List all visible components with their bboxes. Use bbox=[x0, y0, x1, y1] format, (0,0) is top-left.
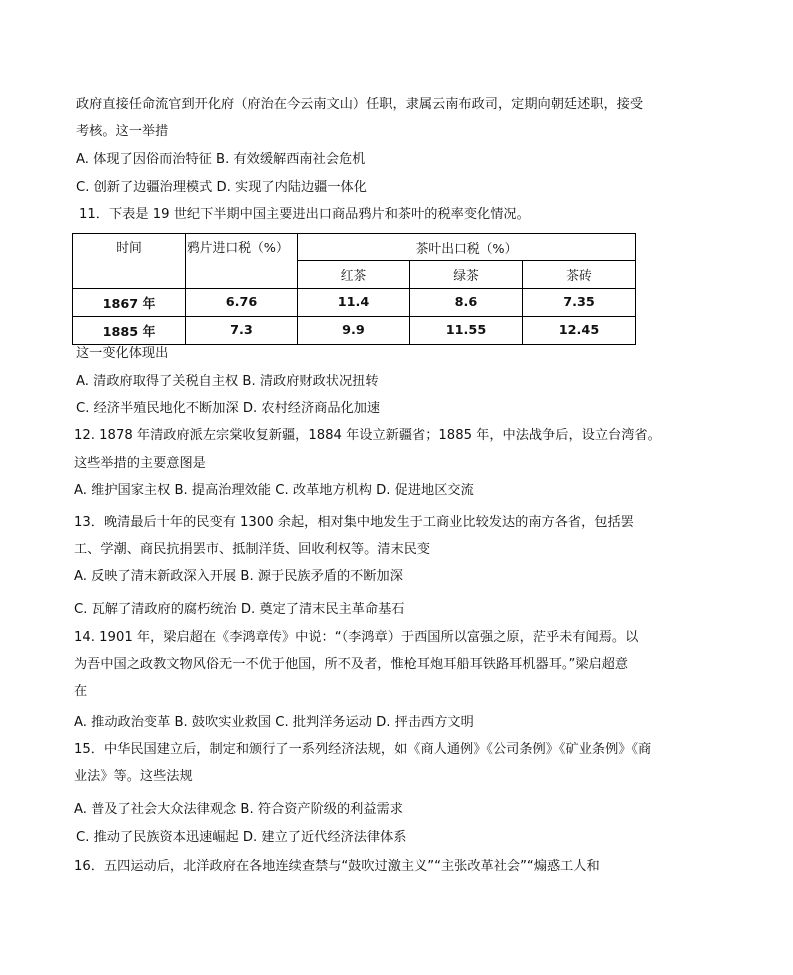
q11-options-cd: C. 经济半殖民地化不断加深 D. 农村经济商品化加速 bbox=[76, 401, 381, 416]
cell-green-tea: 8.6 bbox=[410, 289, 523, 317]
header-opium-tax: 鸦片进口税（%） bbox=[186, 234, 298, 289]
cell-brick-tea: 7.35 bbox=[523, 289, 636, 317]
q10-stem-line1: 政府直接任命流官到开化府（府治在今云南文山）任职，隶属云南布政司，定期向朝廷述职，接受 bbox=[76, 97, 644, 112]
q14-stem-line2: 为吾中国之政教文物风俗无一不优于他国，所不及者，惟枪耳炮耳船耳铁路耳机器耳。”梁启超意 bbox=[74, 657, 629, 672]
q15-options-ab: A. 普及了社会大众法律观念 B. 符合资产阶级的利益需求 bbox=[74, 802, 403, 817]
q11-options-ab: A. 清政府取得了关税自主权 B. 清政府财政状况扭转 bbox=[76, 374, 379, 389]
table-row bbox=[73, 289, 636, 317]
q16-stem-line1: 16．五四运动后，北洋政府在各地连续查禁与“鼓吹过激主义”“主张改革社会”“煽惑工人和 bbox=[74, 859, 600, 874]
q11-stem: 11．下表是 19 世纪下半期中国主要进出口商品鸦片和茶叶的税率变化情况。 bbox=[79, 207, 530, 222]
cell-brick-tea: 12.45 bbox=[523, 317, 636, 345]
q12-stem-line1: 12. 1878 年清政府派左宗棠收复新疆，1884 年设立新疆省；1885 年，中法战争后，设立台湾省。 bbox=[74, 428, 661, 443]
q12-stem-line2: 这些举措的主要意图是 bbox=[74, 456, 206, 471]
q13-options-cd: C. 瓦解了清政府的腐朽统治 D. 奠定了清末民主革命基石 bbox=[74, 602, 405, 617]
header-time: 时间 bbox=[73, 234, 186, 289]
q15-options-cd: C. 推动了民族资本迅速崛起 D. 建立了近代经济法律体系 bbox=[76, 830, 407, 845]
cell-red-tea: 9.9 bbox=[298, 317, 410, 345]
subheader-green-tea: 绿茶 bbox=[410, 261, 523, 289]
header-tea-tax: 茶叶出口税（%） bbox=[298, 234, 636, 261]
q13-options-ab: A. 反映了清末新政深入开展 B. 源于民族矛盾的不断加深 bbox=[74, 569, 403, 584]
q10-options-ab: A. 体现了因俗而治特征 B. 有效缓解西南社会危机 bbox=[76, 152, 366, 167]
table-row bbox=[73, 317, 636, 345]
cell-green-tea: 11.55 bbox=[410, 317, 523, 345]
cell-year: 1885 年 bbox=[73, 317, 186, 345]
cell-red-tea: 11.4 bbox=[298, 289, 410, 317]
q15-stem-line1: 15．中华民国建立后，制定和颁行了一系列经济法规，如《商人通例》《公司条例》《矿业条例》《商 bbox=[74, 742, 652, 757]
q10-stem-line2: 考核。这一举措 bbox=[76, 124, 169, 139]
q13-stem-line2: 工、学潮、商民抗捐罢市、抵制洋货、回收利权等。清末民变 bbox=[74, 542, 431, 557]
cell-opium: 7.3 bbox=[186, 317, 298, 345]
q11-followup: 这一变化体现出 bbox=[76, 346, 169, 361]
tax-rate-table bbox=[72, 233, 636, 345]
q13-stem-line1: 13．晚清最后十年的民变有 1300 余起，相对集中地发生于工商业比较发达的南方各省，包括罢 bbox=[74, 515, 634, 530]
q12-options: A. 维护国家主权 B. 提高治理效能 C. 改革地方机构 D. 促进地区交流 bbox=[74, 483, 474, 498]
q14-options: A. 推动政治变革 B. 鼓吹实业救国 C. 批判洋务运动 D. 抨击西方文明 bbox=[74, 715, 474, 730]
subheader-brick-tea: 茶砖 bbox=[523, 261, 636, 289]
cell-year: 1867 年 bbox=[73, 289, 186, 317]
q14-stem-line1: 14. 1901 年，梁启超在《李鸿章传》中说：“（李鸿章）于西国所以富强之原，茫乎未有闻焉。以 bbox=[74, 630, 639, 645]
subheader-red-tea: 红茶 bbox=[298, 261, 410, 289]
q10-options-cd: C. 创新了边疆治理模式 D. 实现了内陆边疆一体化 bbox=[76, 180, 367, 195]
q15-stem-line2: 业法》等。这些法规 bbox=[74, 769, 193, 784]
cell-opium: 6.76 bbox=[186, 289, 298, 317]
q14-stem-line3: 在 bbox=[74, 684, 88, 699]
